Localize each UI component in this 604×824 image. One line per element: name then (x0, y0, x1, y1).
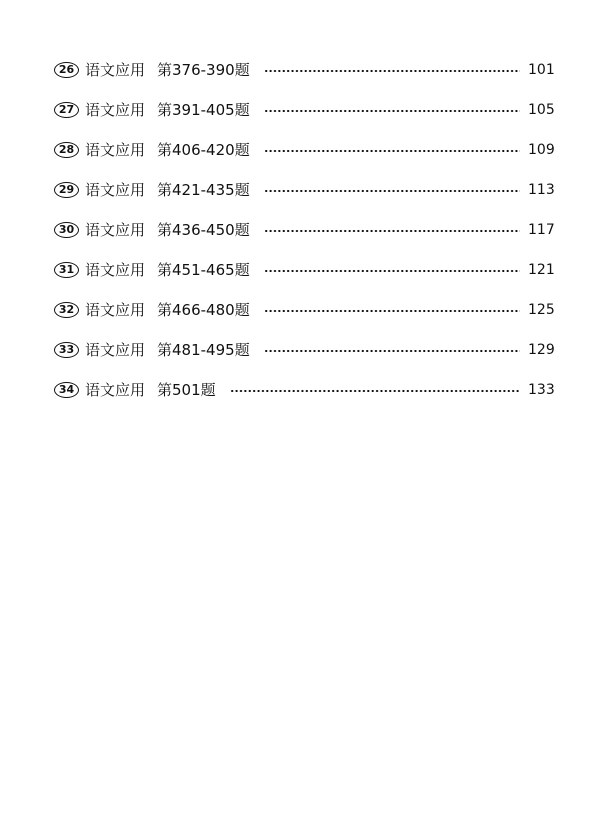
toc-entry[interactable] (54, 339, 555, 361)
entry-section: 语文应用 (85, 301, 146, 319)
dot-leader (264, 150, 520, 152)
entry-section: 语文应用 (85, 61, 146, 79)
entry-number-badge: 34 (54, 382, 79, 398)
entry-question-range: 第501题 (157, 381, 216, 399)
dot-leader (264, 310, 520, 312)
entry-page-number: 133 (528, 382, 555, 398)
entry-section: 语文应用 (85, 381, 146, 399)
dot-leader (264, 70, 520, 72)
entry-page-number: 101 (528, 62, 555, 78)
entry-question-range: 第376-390题 (157, 61, 250, 79)
entry-question-range: 第406-420题 (157, 141, 250, 159)
entry-number-badge: 33 (54, 342, 79, 358)
toc-entry[interactable] (54, 219, 555, 241)
entry-question-range: 第436-450题 (157, 221, 250, 239)
table-of-contents (54, 59, 555, 419)
entry-question-range: 第421-435题 (157, 181, 250, 199)
toc-entry[interactable] (54, 59, 555, 81)
entry-page-number: 105 (528, 102, 555, 118)
entry-section: 语文应用 (85, 221, 146, 239)
dot-leader (264, 110, 520, 112)
entry-section: 语文应用 (85, 141, 146, 159)
toc-entry[interactable] (54, 299, 555, 321)
entry-page-number: 117 (528, 222, 555, 238)
dot-leader (264, 230, 520, 232)
entry-section: 语文应用 (85, 181, 146, 199)
entry-section: 语文应用 (85, 101, 146, 119)
toc-entry[interactable] (54, 99, 555, 121)
entry-number-badge: 30 (54, 222, 79, 238)
entry-number-badge: 31 (54, 262, 79, 278)
dot-leader (264, 190, 520, 192)
entry-page-number: 109 (528, 142, 555, 158)
entry-section: 语文应用 (85, 341, 146, 359)
entry-page-number: 121 (528, 262, 555, 278)
toc-entry[interactable] (54, 139, 555, 161)
entry-question-range: 第451-465题 (157, 261, 250, 279)
entry-question-range: 第466-480题 (157, 301, 250, 319)
entry-number-badge: 28 (54, 142, 79, 158)
toc-entry[interactable] (54, 179, 555, 201)
entry-question-range: 第391-405题 (157, 101, 250, 119)
entry-number-badge: 29 (54, 182, 79, 198)
dot-leader (230, 390, 520, 392)
toc-entry[interactable] (54, 259, 555, 281)
entry-page-number: 129 (528, 342, 555, 358)
entry-number-badge: 26 (54, 62, 79, 78)
dot-leader (264, 270, 520, 272)
entry-page-number: 125 (528, 302, 555, 318)
entry-question-range: 第481-495题 (157, 341, 250, 359)
entry-page-number: 113 (528, 182, 555, 198)
toc-entry[interactable] (54, 379, 555, 401)
dot-leader (264, 350, 520, 352)
entry-number-badge: 32 (54, 302, 79, 318)
entry-section: 语文应用 (85, 261, 146, 279)
entry-number-badge: 27 (54, 102, 79, 118)
